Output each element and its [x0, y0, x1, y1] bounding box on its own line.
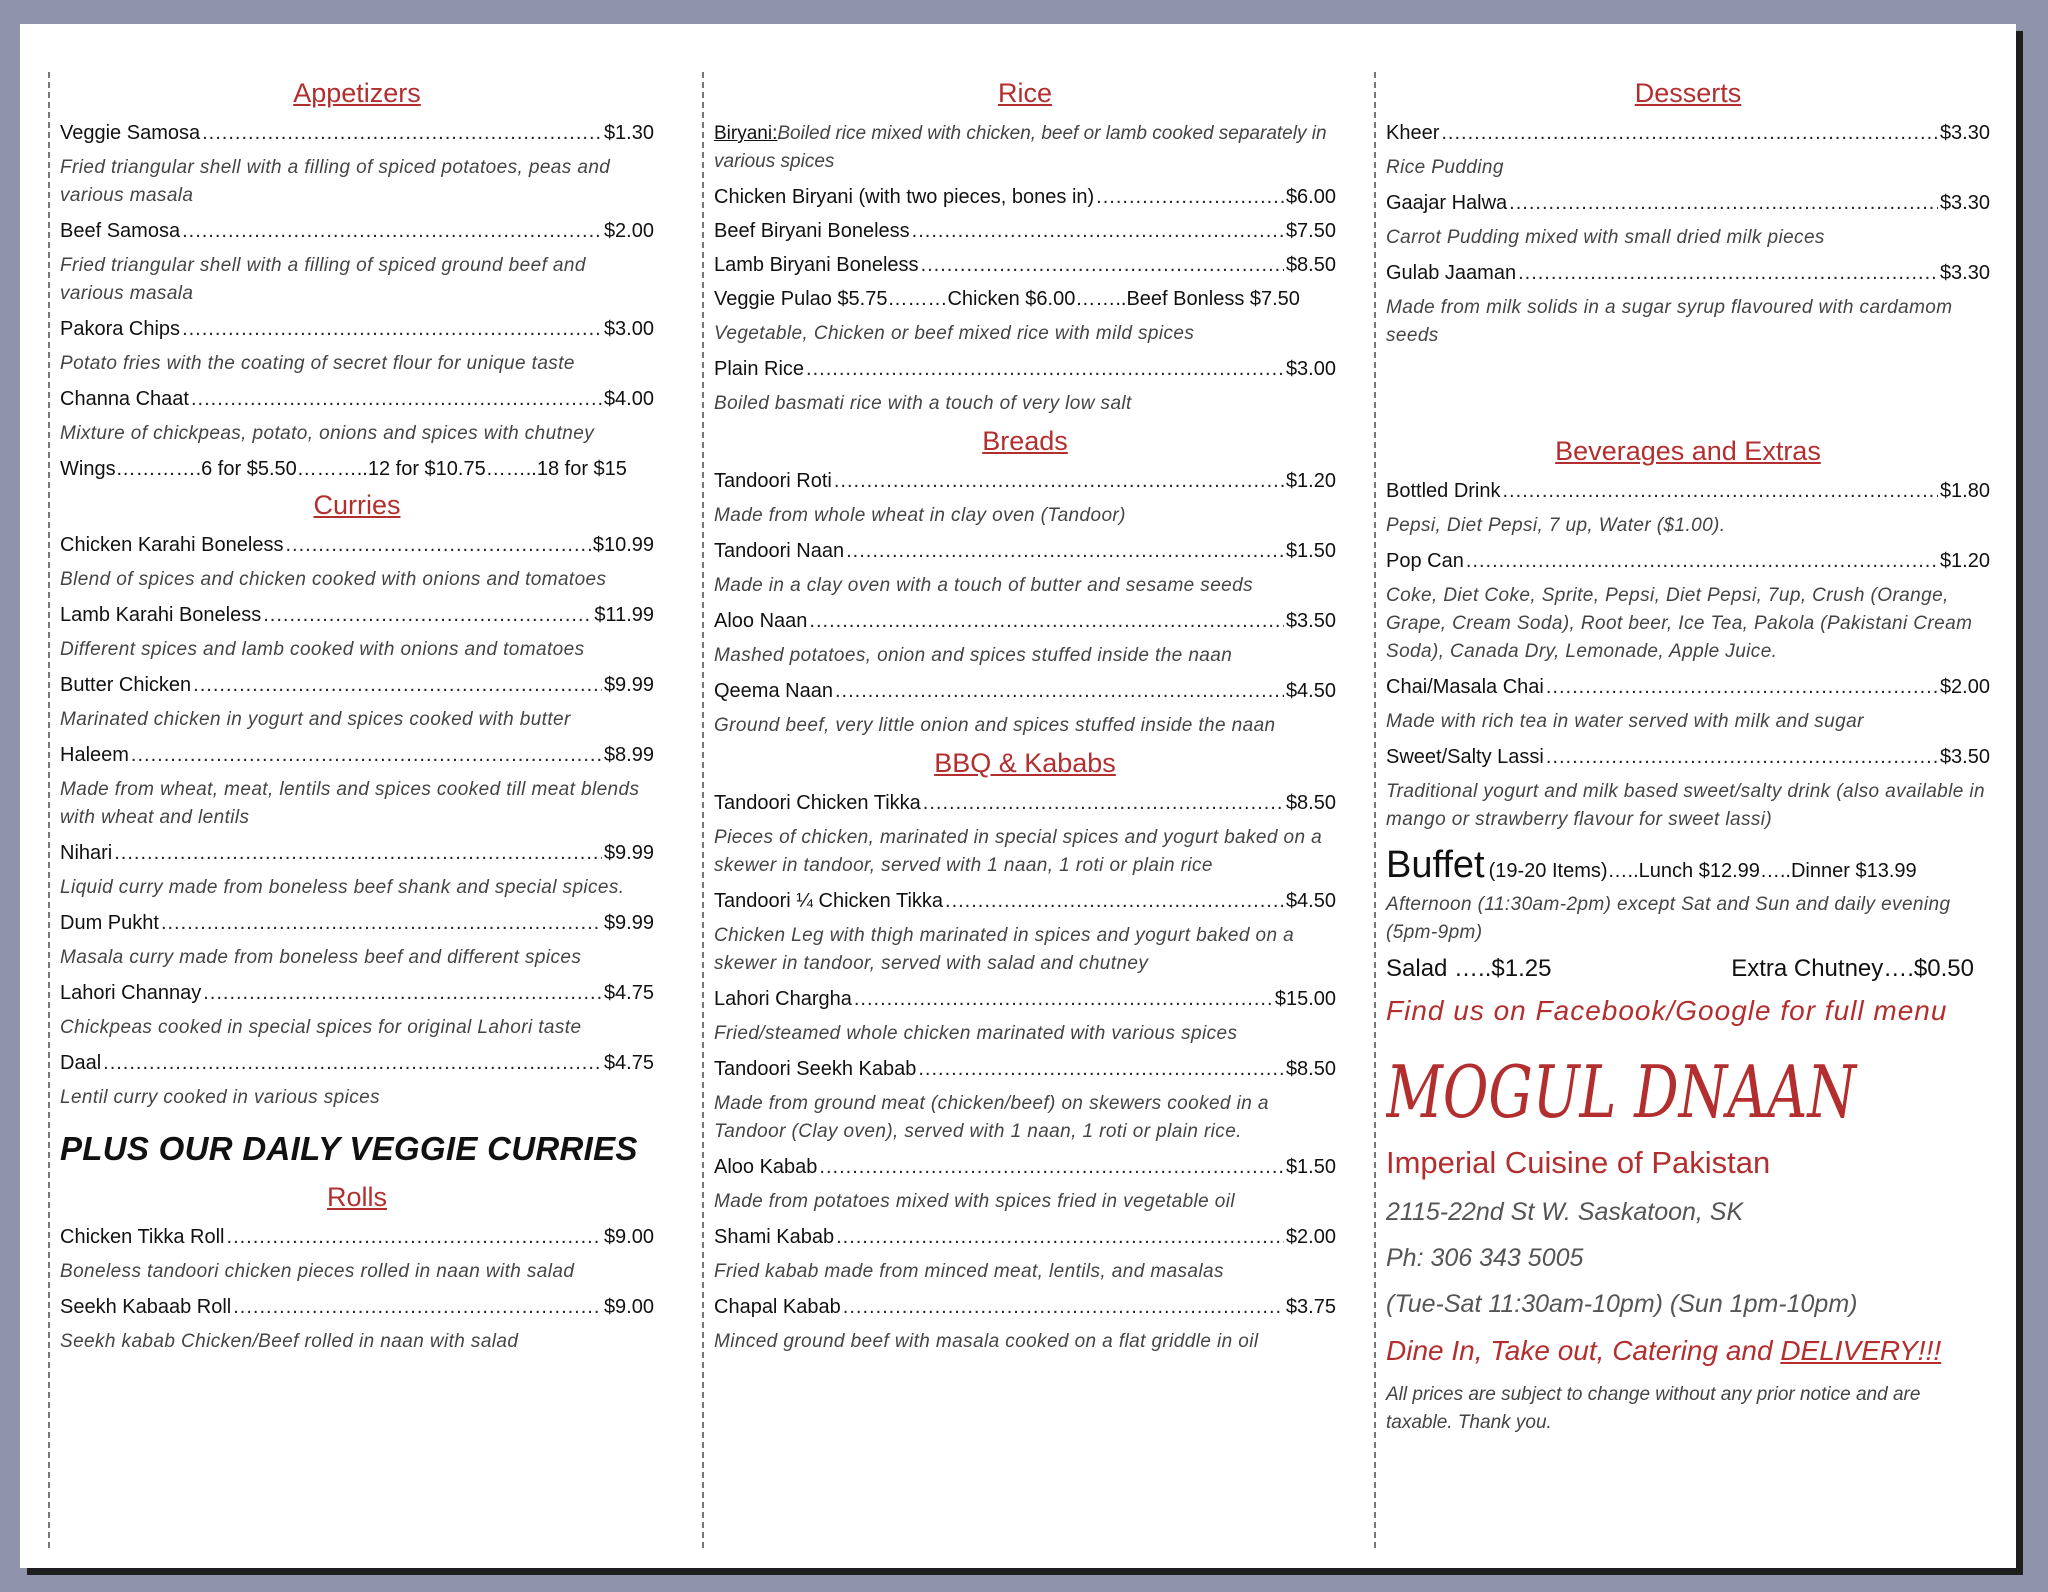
menu-column-2 [702, 72, 1350, 1548]
leader-dots [227, 1224, 602, 1250]
item-name: Haleem [60, 744, 129, 766]
menu-item [1386, 120, 1990, 146]
item-price: $4.75 [603, 1052, 654, 1074]
leader-dots [285, 532, 590, 558]
item-name: Lamb Karahi Boneless [60, 604, 262, 626]
item-description: Minced ground beef with masala cooked on a flat griddle in oil [714, 1331, 1259, 1352]
buffet-line [1386, 844, 1990, 887]
breads-title: Breads [982, 426, 1068, 456]
biryani-desc: Boiled rice mixed with chicken, beef or lamb cooked separately in various spices [714, 123, 1327, 172]
dine-prefix: Dine In, Take out, Catering and [1386, 1335, 1781, 1366]
desserts-title: Desserts [1634, 78, 1742, 108]
appetizers-title: Appetizers [293, 78, 421, 108]
leader-dots [834, 468, 1284, 494]
menu-item [60, 1224, 654, 1250]
item-price: $7.50 [1285, 220, 1336, 242]
menu-item [60, 602, 654, 628]
item-price: $1.30 [603, 122, 654, 144]
item-name: Tandoori Chicken Tikka [714, 792, 921, 814]
item-description: Fried kabab made from minced meat, lentils, and masalas [714, 1261, 1224, 1282]
leader-dots [1441, 120, 1938, 146]
item-description: Ground beef, very little onion and spices stuffed inside the naan [714, 715, 1276, 736]
menu-item [714, 1154, 1336, 1180]
item-price: $8.50 [1285, 254, 1336, 276]
item-name: Dum Pukht [60, 912, 159, 934]
item-price: $3.30 [1939, 192, 1990, 214]
item-description: Carrot Pudding mixed with small dried milk pieces [1386, 227, 1825, 248]
leader-dots [114, 840, 602, 866]
item-price: $8.50 [1285, 792, 1336, 814]
menu-column-1 [48, 72, 668, 1548]
rice-title: Rice [997, 78, 1052, 108]
wings-line: Wings………….6 for $5.50………..12 for $10.75……..18 for $15 [60, 458, 627, 480]
item-name: Butter Chicken [60, 674, 192, 696]
plain-rice-line [714, 356, 1336, 382]
menu-item [60, 120, 654, 146]
item-price: $3.00 [603, 318, 654, 340]
item-name: Aloo Kabab [714, 1156, 818, 1178]
delivery-text: DELIVERY!!! [1780, 1335, 1942, 1366]
buffet-word: Buffet [1386, 844, 1485, 886]
leader-dots [182, 316, 602, 342]
item-price: $3.50 [1939, 746, 1990, 768]
rice-list [714, 184, 1336, 278]
menu-item [714, 1294, 1336, 1320]
item-description: Masala curry made from boneless beef and different spices [60, 947, 582, 968]
leader-dots [846, 538, 1284, 564]
extras-line [1386, 955, 1990, 983]
menu-item [1386, 674, 1990, 700]
item-price: $1.50 [1285, 540, 1336, 562]
item-price: $10.99 [592, 534, 654, 556]
item-name: Nihari [60, 842, 113, 864]
item-description: Seekh kabab Chicken/Beef rolled in naan with salad [60, 1331, 519, 1352]
leader-dots [854, 986, 1273, 1012]
item-description: Mixture of chickpeas, potato, onions and spices with chutney [60, 423, 595, 444]
service-options [1386, 1335, 1990, 1367]
item-name: Aloo Naan [714, 610, 808, 632]
item-name: Lamb Biryani Boneless [714, 254, 919, 276]
item-description: Fried triangular shell with a filling of spiced potatoes, peas and various masala [60, 157, 611, 206]
menu-item [60, 910, 654, 936]
leader-dots [1518, 260, 1938, 286]
menu-item [714, 218, 1336, 244]
item-price: $15.00 [1274, 988, 1336, 1010]
leader-dots [809, 608, 1284, 634]
item-name: Seekh Kabaab Roll [60, 1296, 232, 1318]
leader-dots [923, 790, 1284, 816]
leader-dots [191, 386, 602, 412]
plain-rice-desc: Boiled basmati rice with a touch of very low salt [714, 393, 1132, 414]
item-price: $1.80 [1939, 480, 1990, 502]
item-price: $8.99 [603, 744, 654, 766]
item-description: Blend of spices and chicken cooked with onions and tomatoes [60, 569, 607, 590]
rolls-list [60, 1224, 654, 1356]
item-name: Kheer [1386, 122, 1440, 144]
item-name: Sweet/Salty Lassi [1386, 746, 1544, 768]
item-description: Liquid curry made from boneless beef shank and special spices. [60, 877, 625, 898]
leader-dots [1096, 184, 1284, 210]
menu-item [60, 980, 654, 1006]
menu-item [714, 184, 1336, 210]
item-name: Tandoori Naan [714, 540, 845, 562]
leader-dots [835, 678, 1284, 704]
item-name: Bottled Drink [1386, 480, 1501, 502]
item-description: Chicken Leg with thigh marinated in spices and yogurt baked on a skewer in tandoor, served with salad and chutney [714, 925, 1295, 974]
menu-item [60, 742, 654, 768]
item-description: Made from potatoes mixed with spices fried in vegetable oil [714, 1191, 1236, 1212]
item-price: $1.20 [1939, 550, 1990, 572]
item-description: Lentil curry cooked in various spices [60, 1087, 380, 1108]
leader-dots [819, 1154, 1284, 1180]
menu-item [714, 252, 1336, 278]
item-price: $6.00 [1285, 186, 1336, 208]
item-description: Made from wheat, meat, lentils and spices cooked till meat blends with wheat and lentils [60, 779, 640, 828]
item-description: Fried triangular shell with a filling of spiced ground beef and various masala [60, 255, 586, 304]
item-name: Gulab Jaaman [1386, 262, 1517, 284]
item-price: $3.50 [1285, 610, 1336, 632]
item-name: Channa Chaat [60, 388, 189, 410]
menu-item [714, 608, 1336, 634]
leader-dots [945, 888, 1284, 914]
item-name: Beef Biryani Boneless [714, 220, 910, 242]
item-description: Made from milk solids in a sugar syrup flavoured with cardamom seeds [1386, 297, 1953, 346]
beverages-title: Beverages and Extras [1555, 436, 1821, 466]
leader-dots [161, 910, 602, 936]
menu-item [1386, 478, 1990, 504]
menu-item [60, 386, 654, 412]
item-price: $4.50 [1285, 890, 1336, 912]
item-description: Boneless tandoori chicken pieces rolled in naan with salad [60, 1261, 575, 1282]
item-description: Chickpeas cooked in special spices for original Lahori taste [60, 1017, 582, 1038]
item-name: Daal [60, 1052, 102, 1074]
hours: (Tue-Sat 11:30am-10pm) (Sun 1pm-10pm) [1386, 1290, 1858, 1318]
facebook-notice: Find us on Facebook/Google for full menu [1386, 995, 1948, 1026]
menu-item [60, 672, 654, 698]
menu-item [714, 986, 1336, 1012]
biryani-label: Biryani: [714, 123, 778, 144]
item-description: Rice Pudding [1386, 157, 1504, 178]
item-name: Pop Can [1386, 550, 1464, 572]
buffet-desc: Afternoon (11:30am-2pm) except Sat and Sun and daily evening (5pm-9pm) [1386, 894, 1951, 943]
item-name: Chai/Masala Chai [1386, 676, 1544, 698]
tagline: Imperial Cuisine of Pakistan [1386, 1145, 1771, 1180]
breads-list [714, 468, 1336, 740]
leader-dots [836, 1224, 1284, 1250]
item-description: Traditional yogurt and milk based sweet/salty drink (also available in mango or strawberry flavour for sweet lassi) [1386, 781, 1985, 830]
menu-item [60, 316, 654, 342]
item-price: $9.99 [603, 842, 654, 864]
item-price: $8.50 [1285, 1058, 1336, 1080]
item-description: Coke, Diet Coke, Sprite, Pepsi, Diet Pepsi, 7up, Crush (Orange, Grape, Cream Soda), Root beer, Ice Tea, Pakola (Pakistani Cream Soda), Canada Dry, Lemonade, Apple Juice. [1386, 585, 1973, 662]
item-description: Fried/steamed whole chicken marinated with various spices [714, 1023, 1238, 1044]
item-price: $1.20 [1285, 470, 1336, 492]
leader-dots [1509, 190, 1938, 216]
menu-item [1386, 548, 1990, 574]
menu-column-3 [1374, 72, 2004, 1548]
item-price: $4.75 [603, 982, 654, 1004]
curries-list [60, 532, 654, 1112]
item-name: Pakora Chips [60, 318, 181, 340]
leader-dots [202, 120, 602, 146]
leader-dots [912, 218, 1284, 244]
item-price: $1.50 [1285, 1156, 1336, 1178]
item-description: Made from ground meat (chicken/beef) on skewers cooked in a Tandoor (Clay oven), served with 1 naan, 1 roti or plain rice. [714, 1093, 1269, 1142]
salad-price: Salad …..$1.25 [1386, 955, 1552, 982]
item-name: Plain Rice [714, 358, 805, 380]
leader-dots [921, 252, 1284, 278]
menu-item [60, 1294, 654, 1320]
item-price: $3.30 [1939, 262, 1990, 284]
daily-veggie-curries: PLUS OUR DAILY VEGGIE CURRIES [60, 1130, 638, 1167]
menu-item [714, 678, 1336, 704]
menu-item [60, 218, 654, 244]
menu-item [60, 840, 654, 866]
item-description: Different spices and lamb cooked with onions and tomatoes [60, 639, 585, 660]
item-price: $11.99 [594, 604, 654, 626]
item-description: Made from whole wheat in clay oven (Tandoor) [714, 505, 1126, 526]
leader-dots [843, 1294, 1284, 1320]
item-price: $2.00 [1285, 1226, 1336, 1248]
leader-dots [233, 1294, 602, 1320]
item-name: Chicken Karahi Boneless [60, 534, 284, 556]
desserts-list [1386, 120, 1990, 350]
biryani-intro [714, 120, 1336, 176]
leader-dots [1503, 478, 1938, 504]
chutney-price: Extra Chutney….$0.50 [1731, 955, 1974, 982]
item-price: $4.00 [603, 388, 654, 410]
item-price: $4.50 [1285, 680, 1336, 702]
leader-dots [103, 1050, 602, 1076]
restaurant-logo [1386, 1045, 1990, 1135]
phone: Ph: 306 343 5005 [1386, 1244, 1584, 1272]
leader-dots [182, 218, 602, 244]
appetizers-list [60, 120, 654, 448]
pulao-desc: Vegetable, Chicken or beef mixed rice with mild spices [714, 323, 1195, 344]
rolls-title: Rolls [326, 1182, 387, 1212]
item-name: Tandoori ¼ Chicken Tikka [714, 890, 944, 912]
leader-dots [918, 1056, 1284, 1082]
item-description: Mashed potatoes, onion and spices stuffed inside the naan [714, 645, 1233, 666]
menu-item [714, 468, 1336, 494]
item-name: Tandoori Roti [714, 470, 832, 492]
logo-script-svg [1386, 1045, 1866, 1135]
item-name: Qeema Naan [714, 680, 833, 702]
item-price: $3.30 [1939, 122, 1990, 144]
item-name: Chicken Tikka Roll [60, 1226, 225, 1248]
bbq-list [714, 790, 1336, 1356]
menu-item [60, 1050, 654, 1076]
item-description: Made in a clay oven with a touch of butter and sesame seeds [714, 575, 1254, 596]
leader-dots [806, 356, 1284, 382]
item-name: Chapal Kabab [714, 1296, 841, 1318]
item-name: Chicken Biryani (with two pieces, bones in) [714, 186, 1095, 208]
menu-item [714, 1224, 1336, 1250]
item-price: $3.00 [1285, 358, 1336, 380]
item-price: $9.99 [603, 912, 654, 934]
leader-dots [193, 672, 602, 698]
logo-text: MOGUL DNAAN [1386, 1050, 1859, 1134]
menu-item [60, 532, 654, 558]
item-description: Pepsi, Diet Pepsi, 7 up, Water ($1.00). [1386, 515, 1726, 536]
leader-dots [1466, 548, 1938, 574]
beverages-list [1386, 478, 1990, 834]
leader-dots [131, 742, 602, 768]
item-description: Potato fries with the coating of secret flour for unique taste [60, 353, 575, 374]
item-price: $9.00 [603, 1296, 654, 1318]
item-name: Tandoori Seekh Kabab [714, 1058, 917, 1080]
leader-dots [1546, 674, 1938, 700]
item-description: Marinated chicken in yogurt and spices cooked with butter [60, 709, 571, 730]
leader-dots [203, 980, 602, 1006]
menu-item [714, 1056, 1336, 1082]
menu-item [1386, 190, 1990, 216]
item-description: Made with rich tea in water served with milk and sugar [1386, 711, 1864, 732]
price-disclaimer: All prices are subject to change without any prior notice and are taxable. Thank you. [1386, 1384, 1921, 1433]
buffet-prices: (19-20 Items)…..Lunch $12.99…..Dinner $13.99 [1488, 860, 1917, 882]
item-price: $9.99 [603, 674, 654, 696]
menu-page [20, 24, 2016, 1568]
item-name: Lahori Chargha [714, 988, 852, 1010]
item-price: $2.00 [603, 220, 654, 242]
leader-dots [1546, 744, 1938, 770]
curries-title: Curries [313, 490, 401, 520]
menu-item [714, 790, 1336, 816]
item-name: Beef Samosa [60, 220, 181, 242]
item-description: Pieces of chicken, marinated in special spices and yogurt baked on a skewer in tandoor, served with 1 naan, 1 roti or plain rice [714, 827, 1323, 876]
item-price: $3.75 [1285, 1296, 1336, 1318]
menu-item [714, 888, 1336, 914]
menu-item [1386, 260, 1990, 286]
pulao-line: Veggie Pulao $5.75………Chicken $6.00……..Beef Bonless $7.50 [714, 288, 1300, 310]
item-name: Shami Kabab [714, 1226, 835, 1248]
menu-item [1386, 744, 1990, 770]
item-price: $9.00 [603, 1226, 654, 1248]
bbq-title: BBQ & Kababs [934, 748, 1116, 778]
item-name: Veggie Samosa [60, 122, 201, 144]
item-name: Lahori Channay [60, 982, 202, 1004]
item-name: Gaajar Halwa [1386, 192, 1508, 214]
address: 2115-22nd St W. Saskatoon, SK [1386, 1198, 1744, 1226]
menu-item [714, 538, 1336, 564]
leader-dots [263, 602, 592, 628]
item-price: $2.00 [1939, 676, 1990, 698]
